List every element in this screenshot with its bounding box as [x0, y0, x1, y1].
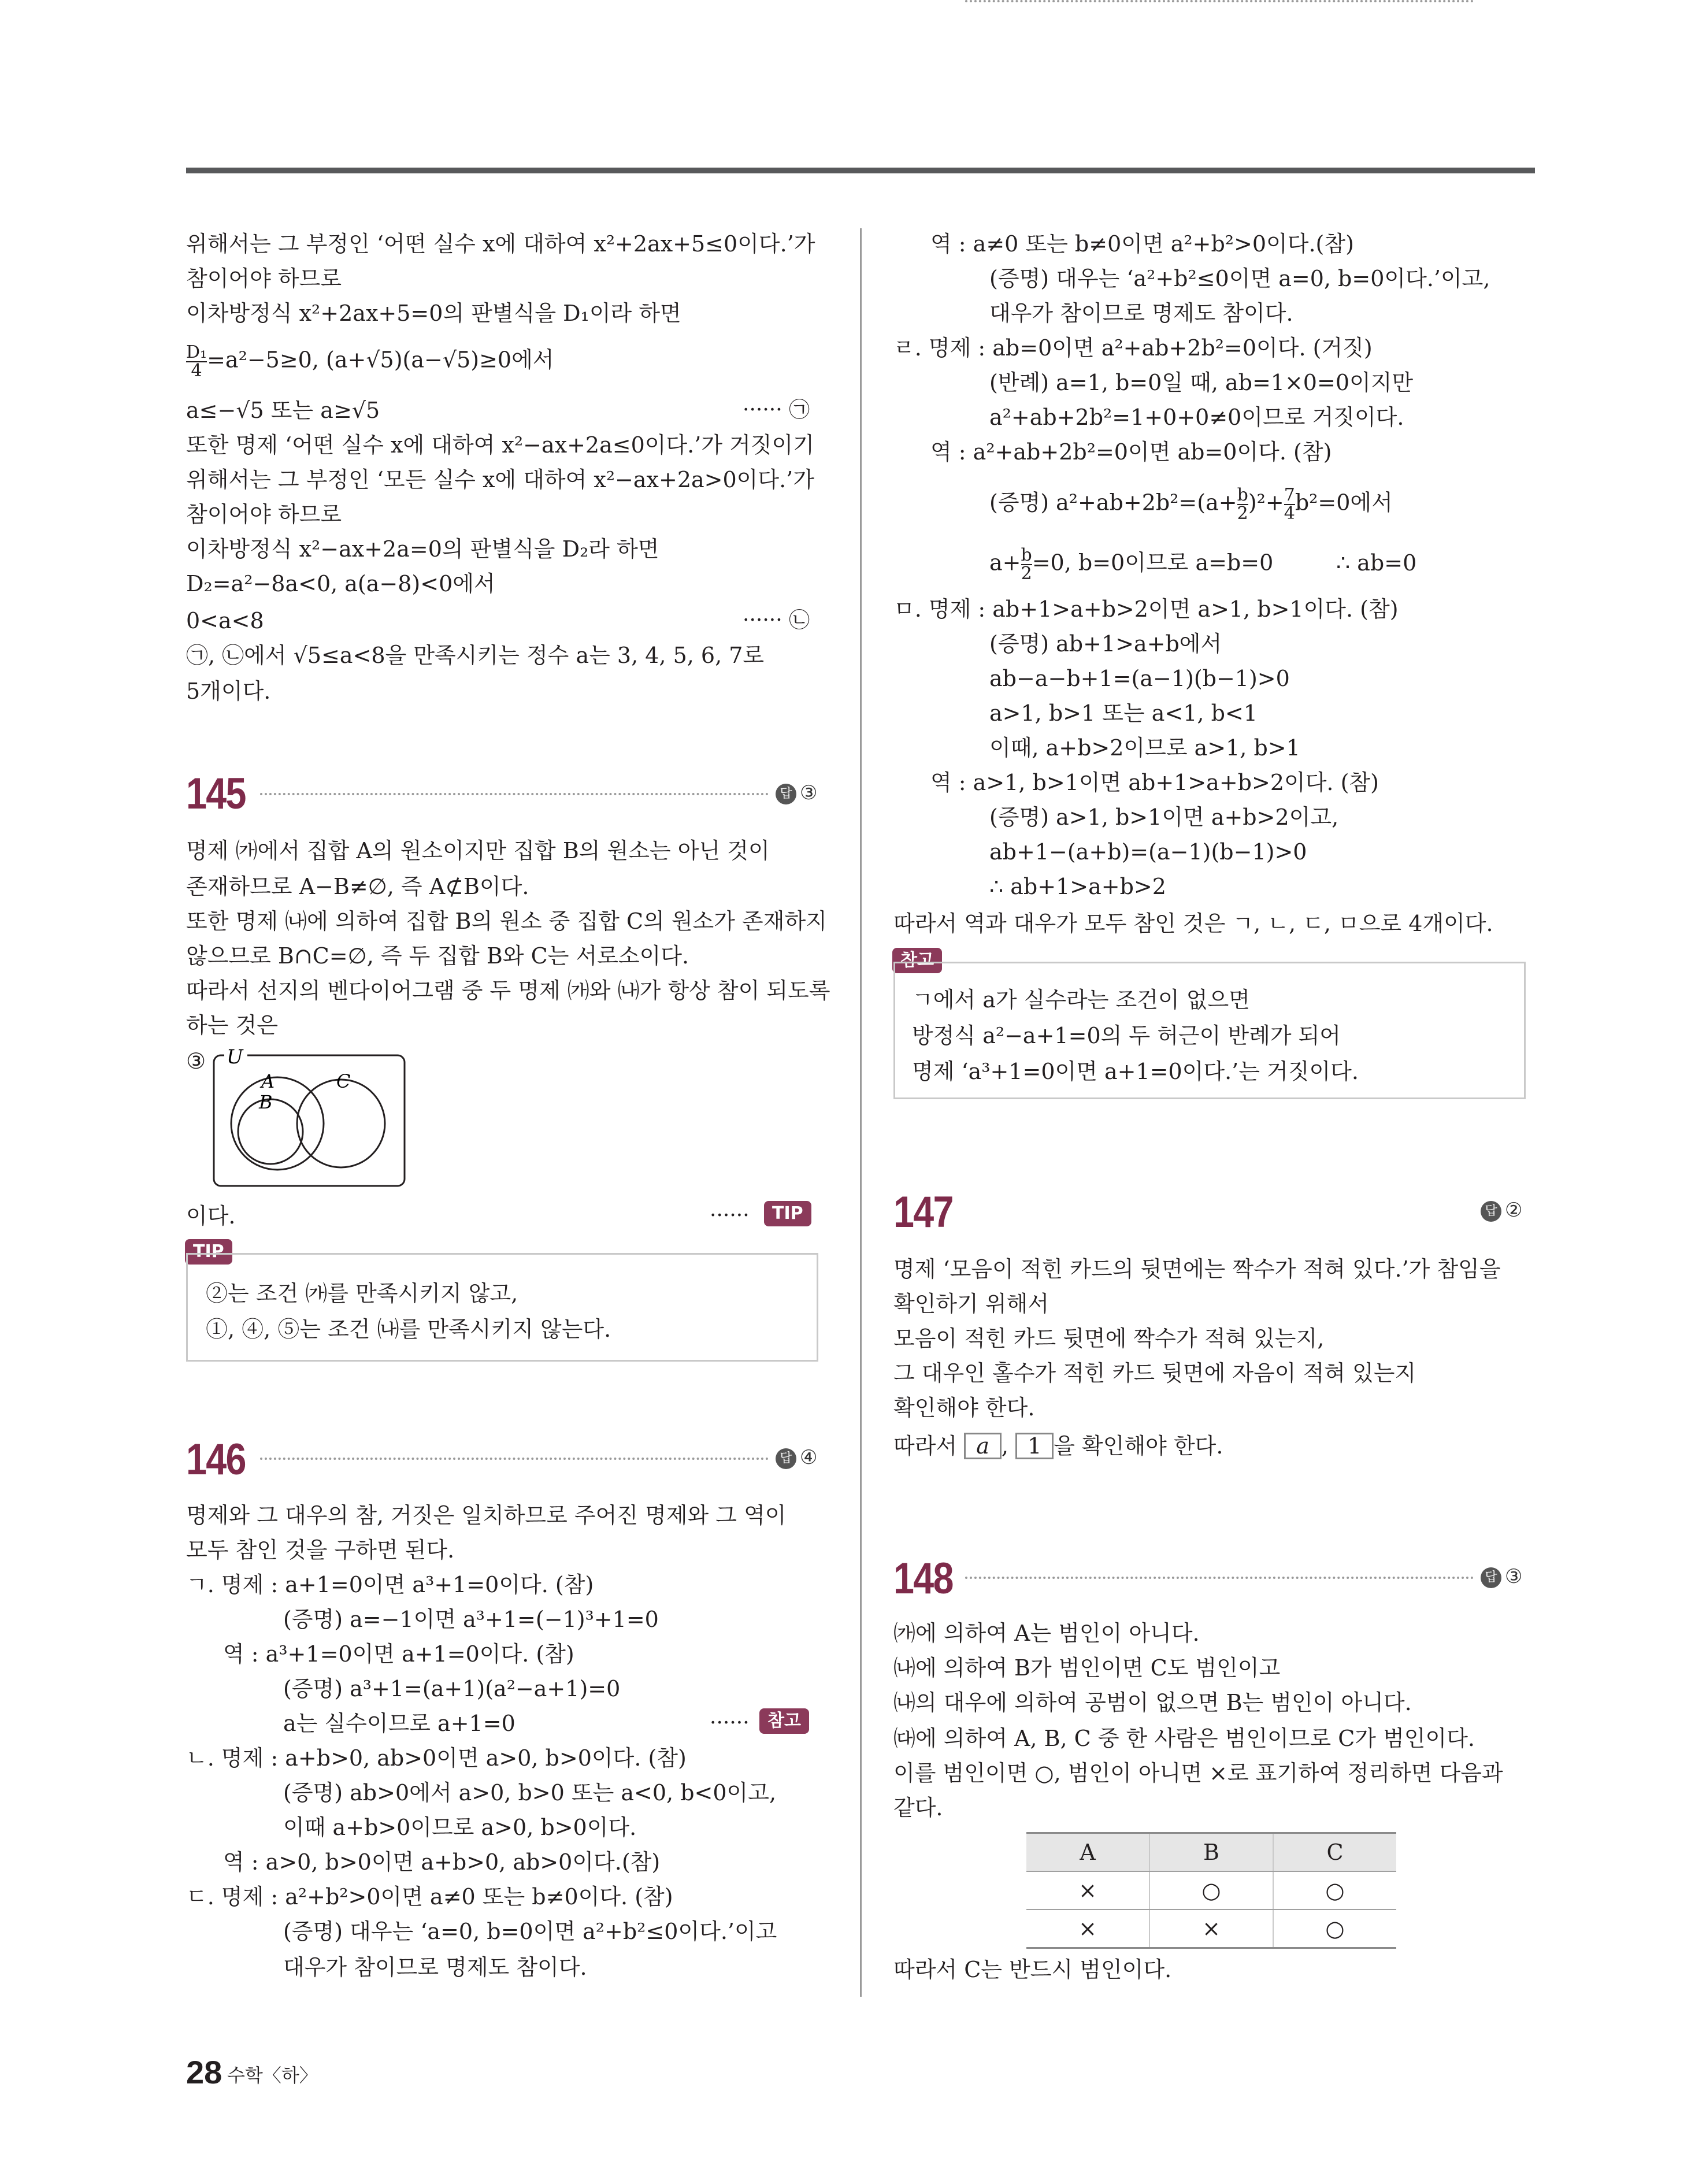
answer-146: 답 ④	[776, 1446, 817, 1469]
problem-number-147: 147	[893, 1188, 953, 1237]
text-line: 대우가 참이므로 명제도 참이다.	[989, 301, 1293, 326]
text-line: 같다.	[893, 1795, 943, 1820]
problem-number-148: 148	[893, 1554, 953, 1603]
book-title: 수학〈하〉	[227, 2064, 318, 2086]
text-line: (증명) a³+1=(a+1)(a²−a+1)=0	[283, 1676, 621, 1701]
text-line: ㄷ. 명제 : a²+b²>0이면 a≠0 또는 b≠0이다. (참)	[186, 1884, 673, 1909]
table-cell: ○	[1273, 1909, 1396, 1948]
table-row	[1026, 1909, 1396, 1948]
tip-box	[186, 1253, 818, 1362]
text-line: 따라서 역과 대우가 모두 참인 것은 ㄱ, ㄴ, ㄷ, ㅁ으로 4개이다.	[893, 911, 1493, 936]
text-line: (증명) ab>0에서 a>0, b>0 또는 a<0, b<0이고,	[283, 1780, 777, 1805]
text-line: ab−a−b+1=(a−1)(b−1)>0	[989, 666, 1290, 691]
text-line: 이다.	[186, 1203, 236, 1229]
ref-line: 명제 ‘a³+1=0이면 a+1=0이다.’는 거짓이다.	[912, 1059, 1359, 1084]
table-cell: ×	[1026, 1871, 1149, 1909]
tip-line: ①, ④, ⑤는 조건 ㈏를 만족시키지 않는다.	[206, 1317, 611, 1342]
venn-label-b: B	[259, 1091, 273, 1113]
column-divider	[860, 228, 862, 1997]
text-line: 이때, a+b>2이므로 a>1, b>1	[989, 735, 1300, 761]
text-line: 위해서는 그 부정인 ‘모든 실수 x에 대하여 x²−ax+2a>0이다.’가	[186, 467, 814, 492]
text-line: 이차방정식 x²+2ax+5=0의 판별식을 D₁이라 하면	[186, 301, 681, 326]
page-number: 28	[186, 2054, 222, 2090]
text-line: a²+ab+2b²=1+0+0≠0이므로 거짓이다.	[989, 405, 1404, 430]
text-line: (반례) a=1, b=0일 때, ab=1×0=0이지만	[989, 370, 1414, 395]
text-line: 모음이 적힌 카드 뒷면에 짝수가 적혀 있는지,	[893, 1326, 1325, 1351]
dotted-rule	[260, 1458, 769, 1460]
venn-choice-label: ③	[186, 1048, 206, 1074]
text-line: 대우가 참이므로 명제도 참이다.	[283, 1955, 587, 1980]
fraction-d1-over-4: $\frac{\text{D₁}}{4}$	[186, 342, 207, 381]
text-line: 명제 ‘모음이 적힌 카드의 뒷면에는 짝수가 적혀 있다.’가 참임을	[893, 1256, 1501, 1282]
table-header: A	[1026, 1833, 1149, 1872]
text-line: (증명) 대우는 ‘a=0, b=0이면 a²+b²≤0이다.’이고	[283, 1919, 777, 1944]
answer-icon: 답	[776, 1448, 796, 1469]
text-line: 또한 명제 ‘어떤 실수 x에 대하여 x²−ax+2a≤0이다.’가 거짓이기	[186, 432, 814, 458]
answer-148: 답 ③	[1481, 1565, 1522, 1588]
text-line: 따라서 선지의 벤다이어그램 중 두 명제 ㈎와 ㈏가 항상 참이 되도록	[186, 978, 830, 1003]
text-line: 참이어야 하므로	[186, 266, 342, 291]
table-cell: ×	[1149, 1909, 1273, 1948]
text-line: 확인하기 위해서	[893, 1291, 1049, 1317]
marker-ref: ······	[710, 1711, 750, 1735]
venn-label-c: C	[336, 1070, 351, 1092]
text-line: 위해서는 그 부정인 ‘어떤 실수 x에 대하여 x²+2ax+5≤0이다.’가	[186, 231, 815, 257]
text-line: a≤−√5 또는 a≥√5	[186, 398, 380, 423]
table-header: B	[1149, 1833, 1273, 1872]
text-line: 역 : a≠0 또는 b≠0이면 a²+b²>0이다.(참)	[930, 231, 1354, 257]
card-1: 1	[1015, 1433, 1054, 1459]
problem-number-145: 145	[186, 769, 246, 818]
text-line: 하는 것은	[186, 1013, 278, 1038]
table-header: C	[1273, 1833, 1396, 1872]
table-cell: ○	[1273, 1871, 1396, 1909]
fraction-b-over-2: $\frac{b}{2}$	[1021, 545, 1032, 584]
card-a: a	[964, 1433, 1002, 1459]
text-line: (증명) ab+1>a+b에서	[989, 631, 1222, 657]
marker-2: ······ ㉡	[743, 609, 810, 632]
text-line: (증명) 대우는 ‘a²+b²≤0이면 a=0, b=0이다.’이고,	[989, 266, 1490, 291]
text-line: 5개이다.	[186, 678, 271, 704]
text-line: 또한 명제 ㈏에 의하여 집합 B의 원소 중 집합 C의 원소가 존재하지	[186, 909, 827, 934]
venn-label-a: A	[261, 1070, 275, 1092]
marker-1: ······ ㉠	[743, 398, 810, 422]
fraction-7-over-4: $\frac{7}{4}$	[1284, 485, 1295, 524]
text-line: ㄱ. 명제 : a+1=0이면 a³+1=0이다. (참)	[186, 1572, 594, 1597]
venn-set-c	[297, 1080, 385, 1167]
text-line: ㉠, ㉡에서 √5≤a<8을 만족시키는 정수 a는 3, 4, 5, 6, 7로	[186, 643, 765, 668]
ref-line: ㄱ에서 a가 실수라는 조건이 없으면	[912, 987, 1250, 1013]
text-line: 역 : a>1, b>1이면 ab+1>a+b>2이다. (참)	[930, 770, 1379, 795]
venn-label-u: U	[227, 1046, 243, 1069]
text-line: (증명) a>1, b>1이면 a+b>2이고,	[989, 804, 1339, 830]
text-line: ㄹ. 명제 : ab=0이면 a²+ab+2b²=0이다. (거짓)	[893, 335, 1373, 361]
answer-icon: 답	[776, 784, 796, 804]
tip-line: ②는 조건 ㈎를 만족시키지 않고,	[206, 1281, 518, 1306]
text-line: 따라서 a , 1 을 확인해야 한다.	[893, 1433, 1223, 1459]
answer-145: 답 ③	[776, 781, 817, 804]
text-line: 명제 ㈎에서 집합 A의 원소이지만 집합 B의 원소는 아닌 것이	[186, 838, 770, 863]
tip-tag: TIP	[764, 1201, 811, 1226]
text-line: 0<a<8	[186, 608, 264, 633]
text-line: a+ $\frac{b}{2}$ =0, b=0이므로 a=b=0	[989, 545, 1274, 584]
ref-line: 방정식 a²−a+1=0의 두 허근이 반례가 되어	[912, 1023, 1341, 1048]
text-line: 역 : a>0, b>0이면 a+b>0, ab>0이다.(참)	[223, 1849, 661, 1875]
venn-set-a	[231, 1077, 324, 1170]
text-line: ㈎에 의하여 A는 범인이 아니다.	[893, 1621, 1200, 1646]
text-line: ㈏의 대우에 의하여 공범이 없으면 B는 범인이 아니다.	[893, 1690, 1412, 1715]
table-row	[1026, 1871, 1396, 1909]
text-line: ∴ ab+1>a+b>2	[989, 874, 1166, 899]
ref-tag: 참고	[759, 1708, 809, 1734]
table-cell: ○	[1149, 1871, 1273, 1909]
answer-icon: 답	[1481, 1567, 1501, 1588]
text-line: ab+1−(a+b)=(a−1)(b−1)>0	[989, 839, 1307, 865]
venn-diagram	[212, 1046, 408, 1191]
dotted-rule	[260, 793, 769, 795]
text-line: 이차방정식 x²−ax+2a=0의 판별식을 D₂라 하면	[186, 536, 659, 562]
text-line: a>1, b>1 또는 a<1, b<1	[989, 700, 1258, 726]
dotted-rule	[965, 0, 1474, 2]
text-line: (증명) a²+ab+2b²=(a+ $\frac{b}{2}$ )²+ $\frac{7}{4}$ b²=0에서	[989, 485, 1393, 524]
text-line: 모두 참인 것을 구하면 된다.	[186, 1537, 455, 1563]
text-line: a는 실수이므로 a+1=0	[283, 1711, 515, 1736]
suspect-table	[1026, 1832, 1396, 1949]
answer-icon: 답	[1481, 1201, 1501, 1222]
dotted-rule	[965, 1577, 1474, 1579]
text-line: (증명) a=−1이면 a³+1=(−1)³+1=0	[283, 1607, 659, 1632]
text-line: ㄴ. 명제 : a+b>0, ab>0이면 a>0, b>0이다. (참)	[186, 1745, 687, 1771]
problem-number-146: 146	[186, 1435, 246, 1484]
text-line: 역 : a²+ab+2b²=0이면 ab=0이다. (참)	[930, 439, 1332, 465]
marker-tip: ······	[710, 1204, 750, 1228]
header-rule	[186, 168, 1535, 173]
text-line: 참이어야 하므로	[186, 502, 342, 527]
text-line: D₂=a²−8a<0, a(a−8)<0에서	[186, 571, 495, 596]
venn-universe	[214, 1055, 405, 1186]
text-line: 확인해야 한다.	[893, 1395, 1035, 1421]
text-line: 이를 범인이면 ○, 범인이 아니면 ×로 표기하여 정리하면 다음과	[893, 1760, 1503, 1786]
text-line: ㅁ. 명제 : ab+1>a+b>2이면 a>1, b>1이다. (참)	[893, 596, 1399, 622]
text-line: 따라서 C는 반드시 범인이다.	[893, 1957, 1172, 1982]
answer-147: 답 ②	[1481, 1199, 1522, 1222]
text-line: ㈐에 의하여 A, B, C 중 한 사람은 범인이므로 C가 범인이다.	[893, 1726, 1475, 1751]
tip-box-tag: TIP	[185, 1239, 232, 1265]
text-line: ∴ ab=0	[1336, 550, 1417, 576]
text-line: ㈏에 의하여 B가 범인이면 C도 범인이고	[893, 1655, 1281, 1681]
text-line: 않으므로 B∩C=∅, 즉 두 집합 B와 C는 서로소이다.	[186, 943, 689, 969]
text-line: 이때 a+b>0이므로 a>0, b>0이다.	[283, 1815, 637, 1840]
text-line: 존재하므로 A−B≠∅, 즉 A⊄B이다.	[186, 874, 529, 899]
ref-box-tag: 참고	[892, 948, 942, 973]
text-line: 그 대우인 홀수가 적힌 카드 뒷면에 자음이 적혀 있는지	[893, 1360, 1416, 1386]
text-line: 역 : a³+1=0이면 a+1=0이다. (참)	[223, 1641, 574, 1667]
text-line: $\frac{\text{D₁}}{4}$ =a²−5≥0, (a+√5)(a−√5)≥0에서	[186, 342, 554, 381]
fraction-b-over-2: $\frac{b}{2}$	[1237, 485, 1248, 524]
text-line: 명제와 그 대우의 참, 거짓은 일치하므로 주어진 명제와 그 역이	[186, 1503, 787, 1528]
table-header-row	[1026, 1833, 1396, 1872]
table-cell: ×	[1026, 1909, 1149, 1948]
